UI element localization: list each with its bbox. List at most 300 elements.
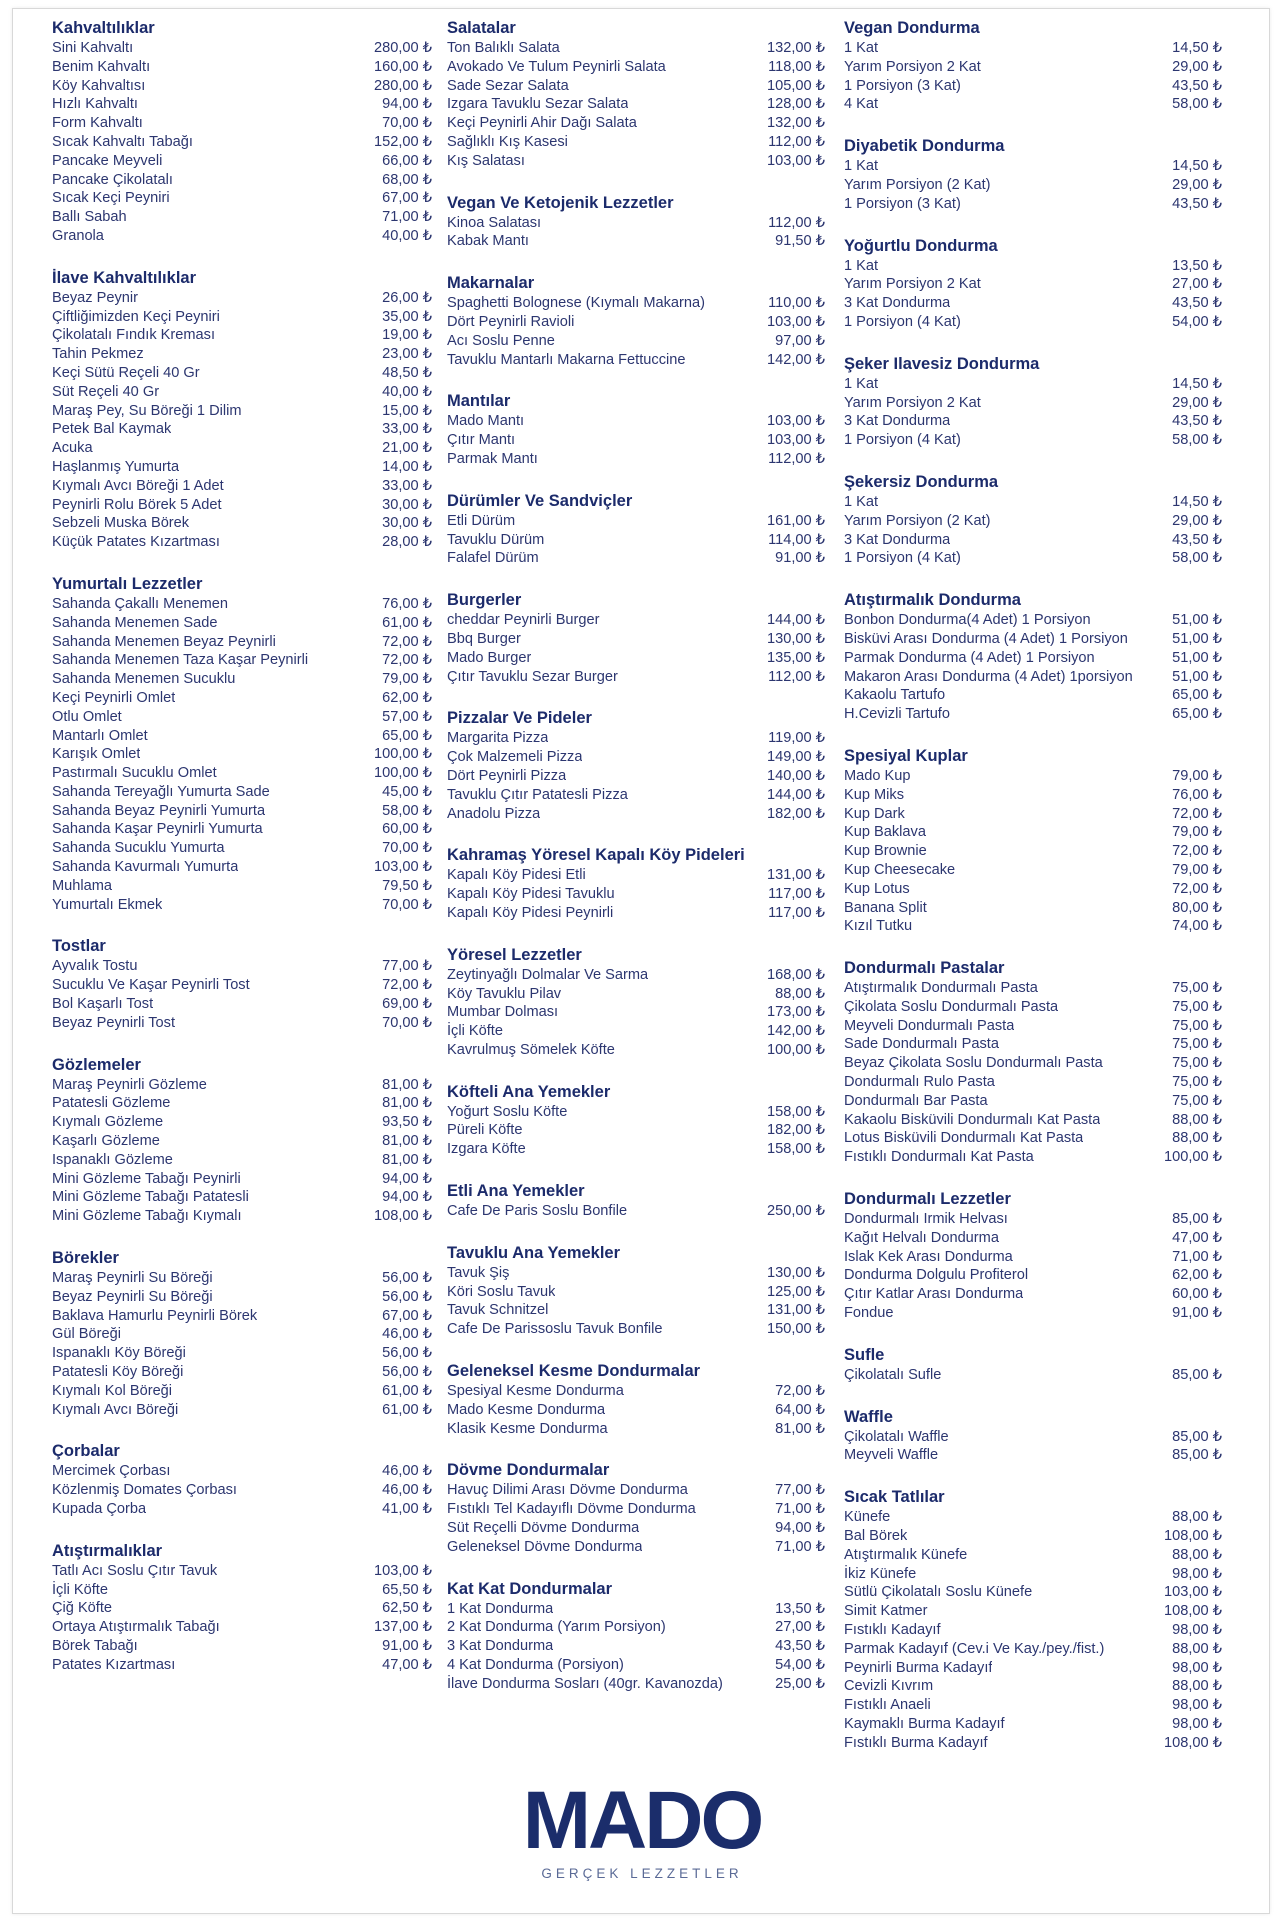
menu-section [447, 1361, 825, 1438]
menu-item [52, 633, 432, 652]
item-price: 79,50 ₺ [382, 877, 432, 894]
item-price: 62,00 ₺ [382, 689, 432, 706]
item-price: 182,00 ₺ [767, 1122, 825, 1139]
item-name: Çikolatalı Sufle [844, 1366, 942, 1383]
menu-item [447, 1656, 825, 1675]
item-name: Pastırmalı Sucuklu Omlet [52, 765, 217, 782]
item-name: Fıstıklı Anaeli [844, 1697, 931, 1714]
item-price: 103,00 ₺ [767, 313, 825, 330]
menu-item [52, 1462, 432, 1481]
item-name: Havuç Dilimi Arası Dövme Dondurma [447, 1482, 688, 1499]
item-name: Pancake Meyveli [52, 152, 163, 169]
item-price: 46,00 ₺ [382, 1482, 432, 1499]
menu-item [844, 1508, 1222, 1527]
item-name: Falafel Dürüm [447, 550, 539, 567]
menu-item [52, 496, 432, 515]
menu-item [447, 412, 825, 431]
item-price: 100,00 ₺ [1164, 1149, 1222, 1166]
menu-item [447, 1103, 825, 1122]
menu-section [844, 18, 1222, 114]
menu-section [447, 1243, 825, 1339]
item-price: 46,00 ₺ [382, 1326, 432, 1343]
menu-item [844, 1111, 1222, 1130]
item-price: 94,00 ₺ [382, 1170, 432, 1187]
section-title: Atıştırmalıklar [52, 1541, 163, 1560]
menu-item [52, 345, 432, 364]
item-name: Izgara Tavuklu Sezar Salata [447, 96, 629, 113]
item-price: 29,00 ₺ [1172, 58, 1222, 75]
menu-item [52, 364, 432, 383]
menu-item [447, 1382, 825, 1401]
item-price: 88,00 ₺ [1172, 1130, 1222, 1147]
menu-item [844, 1715, 1222, 1734]
item-name: Parmak Mantı [447, 450, 538, 467]
section-title: Dondurmalı Pastalar [844, 959, 1005, 978]
menu-item [844, 1366, 1222, 1385]
section-title: Spesiyal Kuplar [844, 746, 968, 765]
menu-item [447, 866, 825, 885]
menu-section [844, 136, 1222, 213]
item-price: 132,00 ₺ [767, 115, 825, 132]
item-price: 100,00 ₺ [374, 765, 432, 782]
item-name: Form Kahvaltı [52, 115, 143, 132]
item-name: Yarım Porsiyon 2 Kat [844, 58, 981, 75]
item-price: 135,00 ₺ [767, 649, 825, 666]
menu-item [447, 649, 825, 668]
item-price: 30,00 ₺ [382, 515, 432, 532]
item-name: Süt Reçelli Dövme Dondurma [447, 1520, 640, 1537]
item-name: Sahanda Çakallı Menemen [52, 595, 229, 612]
item-name: Cevizli Kıvrım [844, 1678, 934, 1695]
menu-item [447, 294, 825, 313]
menu-item [844, 1602, 1222, 1621]
menu-item [844, 77, 1222, 96]
item-name: Klasik Kesme Dondurma [447, 1420, 608, 1437]
section-title: Şekersiz Dondurma [844, 472, 999, 491]
item-name: Lotus Bisküvili Dondurmalı Kat Pasta [844, 1130, 1084, 1147]
menu-section [447, 708, 825, 823]
item-name: 1 Porsiyon (4 Kat) [844, 313, 961, 330]
menu-item [844, 394, 1222, 413]
item-price: 72,00 ₺ [775, 1383, 825, 1400]
item-name: Sütlü Çikolatalı Soslu Künefe [844, 1584, 1033, 1601]
menu-item [52, 308, 432, 327]
menu-item [844, 917, 1222, 936]
menu-item [844, 1248, 1222, 1267]
item-price: 85,00 ₺ [1172, 1428, 1222, 1445]
menu-item [844, 1565, 1222, 1584]
item-price: 128,00 ₺ [767, 96, 825, 113]
menu-section [447, 18, 825, 171]
menu-item [52, 820, 432, 839]
item-price: 35,00 ₺ [382, 308, 432, 325]
item-name: İkiz Künefe [844, 1565, 917, 1582]
menu-item [447, 630, 825, 649]
item-name: 1 Kat [844, 257, 879, 274]
menu-item [447, 1121, 825, 1140]
item-price: 70,00 ₺ [382, 1014, 432, 1031]
brand-name: MADO [522, 1775, 762, 1866]
menu-item [52, 1481, 432, 1500]
item-price: 97,00 ₺ [775, 332, 825, 349]
menu-item [844, 630, 1222, 649]
item-name: Dört Peynirli Ravioli [447, 313, 575, 330]
item-price: 71,00 ₺ [775, 1501, 825, 1518]
menu-item [52, 289, 432, 308]
item-price: 66,00 ₺ [382, 152, 432, 169]
menu-item [447, 1637, 825, 1656]
item-name: Patatesli Gözleme [52, 1095, 171, 1112]
menu-item [52, 1401, 432, 1420]
menu-item [844, 1073, 1222, 1092]
item-name: Dört Peynirli Pizza [447, 767, 567, 784]
item-name: Püreli Köfte [447, 1122, 523, 1139]
menu-item [52, 839, 432, 858]
item-price: 27,00 ₺ [775, 1619, 825, 1636]
item-price: 105,00 ₺ [767, 77, 825, 94]
menu-item [844, 512, 1222, 531]
menu-section [844, 1487, 1222, 1752]
item-price: 81,00 ₺ [382, 1151, 432, 1168]
item-name: Karışık Omlet [52, 746, 141, 763]
menu-item [52, 764, 432, 783]
item-name: Kıymalı Avcı Böreği [52, 1401, 179, 1418]
menu-item [844, 979, 1222, 998]
item-price: 62,00 ₺ [1172, 1267, 1222, 1284]
menu-item [844, 611, 1222, 630]
item-price: 14,50 ₺ [1172, 40, 1222, 56]
item-name: Mado Kesme Dondurma [447, 1401, 606, 1418]
menu-item [844, 1428, 1222, 1447]
item-price: 61,00 ₺ [382, 1401, 432, 1418]
menu-item [52, 595, 432, 614]
item-name: Sini Kahvaltı [52, 40, 134, 56]
item-name: Bonbon Dondurma(4 Adet) 1 Porsiyon [844, 612, 1091, 629]
item-name: cheddar Peynirli Burger [447, 612, 600, 629]
item-price: 91,00 ₺ [382, 1637, 432, 1654]
item-price: 21,00 ₺ [382, 440, 432, 457]
menu-item [447, 313, 825, 332]
item-price: 152,00 ₺ [374, 133, 432, 150]
item-price: 88,00 ₺ [1172, 1678, 1222, 1695]
menu-section [844, 590, 1222, 724]
item-price: 182,00 ₺ [767, 805, 825, 822]
menu-item [844, 861, 1222, 880]
item-name: Peynirli Burma Kadayıf [844, 1659, 993, 1676]
menu-item [844, 668, 1222, 687]
item-name: Keçi Peynirli Omlet [52, 689, 176, 706]
item-name: Köri Soslu Tavuk [447, 1283, 556, 1300]
menu-item [52, 1151, 432, 1170]
menu-item [844, 176, 1222, 195]
menu-item [52, 39, 432, 58]
brand-logo [0, 1775, 1284, 1881]
item-price: 142,00 ₺ [767, 1023, 825, 1040]
item-name: Sıcak Kahvaltı Tabağı [52, 133, 193, 150]
item-price: 76,00 ₺ [1172, 786, 1222, 803]
item-name: Spesiyal Kesme Dondurma [447, 1383, 624, 1400]
item-name: 1 Kat Dondurma [447, 1600, 554, 1617]
menu-item [844, 275, 1222, 294]
item-name: Çikolatalı Waffle [844, 1428, 949, 1445]
menu-item [447, 431, 825, 450]
item-price: 14,50 ₺ [1172, 493, 1222, 510]
item-name: Ispanaklı Köy Böreği [52, 1345, 186, 1362]
menu-item [844, 313, 1222, 332]
item-name: Beyaz Peynir [52, 289, 138, 306]
item-name: 4 Kat Dondurma (Porsiyon) [447, 1657, 624, 1674]
item-price: 70,00 ₺ [382, 840, 432, 857]
menu-item [447, 885, 825, 904]
item-name: Fıstıklı Tel Kadayıflı Dövme Dondurma [447, 1501, 696, 1518]
item-name: Izgara Köfte [447, 1141, 526, 1158]
item-name: Kaymaklı Burma Kadayıf [844, 1716, 1005, 1732]
item-price: 46,00 ₺ [382, 1463, 432, 1480]
item-name: Çıtır Tavuklu Sezar Burger [447, 668, 618, 685]
item-name: 3 Kat Dondurma [844, 295, 951, 312]
section-title: Salatalar [447, 19, 516, 37]
item-name: Petek Bal Kaymak [52, 421, 172, 438]
item-price: 70,00 ₺ [382, 896, 432, 913]
item-price: 81,00 ₺ [382, 1095, 432, 1112]
item-price: 94,00 ₺ [382, 96, 432, 113]
section-title: Vegan Ve Ketojenik Lezzetler [447, 193, 674, 212]
menu-section [447, 491, 825, 568]
item-name: Sahanda Sucuklu Yumurta [52, 840, 225, 857]
menu-item [447, 152, 825, 171]
item-name: Mado Kup [844, 767, 911, 784]
item-name: Patatesli Köy Böreği [52, 1364, 184, 1381]
menu-item [52, 133, 432, 152]
item-price: 71,00 ₺ [775, 1538, 825, 1555]
menu-item [844, 531, 1222, 550]
section-title: Diyabetik Dondurma [844, 137, 1005, 156]
menu-item [844, 1017, 1222, 1036]
item-price: 88,00 ₺ [775, 985, 825, 1002]
item-name: Tavuk Schnitzel [447, 1302, 549, 1319]
section-title: Dürümler Ve Sandviçler [447, 491, 633, 510]
item-price: 65,00 ₺ [382, 727, 432, 744]
section-title: Yöresel Lezzetler [447, 945, 582, 964]
item-name: Kıymalı Avcı Böreği 1 Adet [52, 477, 224, 494]
menu-item [447, 668, 825, 687]
item-name: Dondurma Dolgulu Profiterol [844, 1267, 1029, 1284]
item-name: Tatlı Acı Soslu Çıtır Tavuk [52, 1562, 218, 1579]
item-name: Sahanda Menemen Taza Kaşar Peynirli [52, 652, 309, 669]
item-name: Ballı Sabah [52, 209, 127, 226]
menu-item [844, 1285, 1222, 1304]
item-price: 58,00 ₺ [1172, 550, 1222, 567]
item-price: 108,00 ₺ [1164, 1603, 1222, 1620]
menu-item [52, 957, 432, 976]
item-name: Etli Dürüm [447, 512, 516, 529]
item-price: 68,00 ₺ [382, 171, 432, 188]
item-name: Banana Split [844, 899, 927, 916]
item-name: Çikolata Soslu Dondurmalı Pasta [844, 998, 1059, 1015]
section-title: İlave Kahvaltılıklar [52, 268, 196, 287]
menu-item [844, 823, 1222, 842]
item-price: 70,00 ₺ [382, 115, 432, 132]
item-price: 108,00 ₺ [374, 1208, 432, 1225]
item-name: Kupada Çorba [52, 1501, 147, 1517]
item-price: 103,00 ₺ [767, 152, 825, 169]
item-price: 117,00 ₺ [768, 886, 825, 903]
item-name: Dondurmalı Irmik Helvası [844, 1211, 1008, 1228]
item-price: 144,00 ₺ [767, 786, 825, 803]
item-price: 14,00 ₺ [382, 458, 432, 475]
menu-item [844, 1527, 1222, 1546]
item-name: Çok Malzemeli Pizza [447, 749, 583, 766]
item-price: 72,00 ₺ [1172, 843, 1222, 860]
item-price: 88,00 ₺ [1172, 1509, 1222, 1526]
item-price: 43,50 ₺ [1172, 531, 1222, 548]
menu-item [844, 412, 1222, 431]
item-price: 250,00 ₺ [767, 1203, 825, 1220]
item-name: Yarım Porsiyon 2 Kat [844, 276, 981, 293]
item-price: 40,00 ₺ [382, 227, 432, 244]
menu-item [52, 1288, 432, 1307]
menu-item [844, 431, 1222, 450]
section-title: Sufle [844, 1345, 885, 1364]
menu-item [844, 549, 1222, 568]
section-title: Makarnalar [447, 274, 535, 293]
item-name: Mini Gözleme Tabağı Patatesli [52, 1189, 249, 1206]
item-name: Mado Mantı [447, 413, 525, 430]
item-name: Börek Tabağı [52, 1637, 138, 1654]
menu-item [447, 512, 825, 531]
menu-item [447, 214, 825, 233]
menu-item [447, 1140, 825, 1159]
item-name: Yarım Porsiyon (2 Kat) [844, 176, 991, 193]
menu-item [52, 420, 432, 439]
item-name: Kış Salatası [447, 152, 525, 169]
section-title: Tostlar [52, 937, 106, 956]
item-price: 58,00 ₺ [382, 802, 432, 819]
item-price: 98,00 ₺ [1172, 1659, 1222, 1676]
item-price: 60,00 ₺ [382, 821, 432, 838]
item-name: Kinoa Salatası [447, 214, 542, 231]
item-price: 19,00 ₺ [382, 327, 432, 344]
item-price: 88,00 ₺ [1172, 1640, 1222, 1657]
item-name: Süt Reçeli 40 Gr [52, 383, 160, 400]
item-name: Meyveli Waffle [844, 1447, 939, 1464]
item-name: 3 Kat Dondurma [844, 413, 951, 430]
item-name: Islak Kek Arası Dondurma [844, 1248, 1013, 1265]
item-price: 23,00 ₺ [382, 346, 432, 363]
menu-item [52, 614, 432, 633]
item-name: Közlenmiş Domates Çorbası [52, 1482, 237, 1499]
item-price: 98,00 ₺ [1172, 1697, 1222, 1714]
menu-item [447, 1538, 825, 1557]
menu-item [447, 767, 825, 786]
item-price: 112,00 ₺ [768, 668, 825, 685]
item-name: Kıymalı Gözleme [52, 1114, 164, 1131]
item-price: 29,00 ₺ [1172, 176, 1222, 193]
item-name: Kup Cheesecake [844, 861, 956, 878]
item-name: Künefe [844, 1509, 891, 1526]
item-price: 77,00 ₺ [775, 1482, 825, 1499]
item-price: 75,00 ₺ [1172, 1092, 1222, 1109]
item-price: 80,00 ₺ [1172, 899, 1222, 916]
item-price: 158,00 ₺ [767, 1141, 825, 1158]
item-name: Mado Burger [447, 649, 532, 666]
item-price: 61,00 ₺ [382, 1382, 432, 1399]
menu-item [52, 802, 432, 821]
section-title: Mantılar [447, 392, 511, 411]
menu-section [844, 236, 1222, 332]
item-name: Sade Sezar Salata [447, 77, 569, 94]
item-price: 100,00 ₺ [767, 1041, 825, 1058]
item-name: Çıtır Mantı [447, 432, 516, 449]
item-price: 94,00 ₺ [775, 1520, 825, 1537]
menu-item [447, 1301, 825, 1320]
item-name: Mercimek Çorbası [52, 1463, 171, 1480]
menu-item [447, 1401, 825, 1420]
menu-section [844, 746, 1222, 936]
menu-item [52, 976, 432, 995]
menu-item [52, 1188, 432, 1207]
menu-section [52, 268, 432, 552]
section-title: Kahvaltılıklar [52, 19, 155, 37]
menu-section [447, 193, 825, 252]
menu-item [844, 1210, 1222, 1229]
menu-section [844, 1407, 1222, 1466]
section-title: Etli Ana Yemekler [447, 1182, 585, 1201]
menu-item [52, 1363, 432, 1382]
item-name: Sıcak Keçi Peyniri [52, 190, 170, 207]
item-price: 103,00 ₺ [767, 432, 825, 449]
menu-item [52, 1618, 432, 1637]
menu-item [52, 77, 432, 96]
item-price: 67,00 ₺ [382, 1307, 432, 1324]
menu-item [844, 1446, 1222, 1465]
menu-item [447, 1041, 825, 1060]
section-title: Pizzalar Ve Pideler [447, 709, 592, 728]
menu-item [52, 1500, 432, 1519]
section-title: Çorbalar [52, 1442, 120, 1461]
item-price: 74,00 ₺ [1172, 918, 1222, 935]
item-name: Kavrulmuş Sömelek Köfte [447, 1041, 615, 1058]
item-name: Kup Dark [844, 805, 905, 822]
menu-section [844, 958, 1222, 1167]
item-name: Hızlı Kahvaltı [52, 96, 138, 113]
menu-section [52, 18, 432, 246]
item-name: Fıstıklı Burma Kadayıf [844, 1734, 988, 1751]
item-name: 3 Kat Dondurma [844, 531, 951, 548]
menu-section [447, 1082, 825, 1159]
menu-item [447, 77, 825, 96]
item-name: Mini Gözleme Tabağı Peynirli [52, 1170, 241, 1187]
menu-item [844, 39, 1222, 58]
item-name: Fıstıklı Dondurmalı Kat Pasta [844, 1149, 1034, 1166]
menu-section [844, 354, 1222, 450]
menu-item [447, 1003, 825, 1022]
item-price: 79,00 ₺ [382, 671, 432, 688]
item-name: Cafe De Paris Soslu Bonfile [447, 1203, 628, 1220]
item-price: 71,00 ₺ [382, 209, 432, 226]
item-price: 94,00 ₺ [382, 1189, 432, 1206]
menu-item [844, 1129, 1222, 1148]
menu-item [52, 1170, 432, 1189]
item-name: 1 Porsiyon (3 Kat) [844, 195, 961, 212]
item-price: 75,00 ₺ [1172, 1036, 1222, 1053]
menu-item [844, 1035, 1222, 1054]
item-name: Kup Miks [844, 786, 905, 803]
menu-item [447, 1320, 825, 1339]
item-name: Sahanda Menemen Beyaz Peynirli [52, 633, 276, 650]
item-name: İçli Köfte [447, 1023, 503, 1040]
menu-item [52, 1344, 432, 1363]
